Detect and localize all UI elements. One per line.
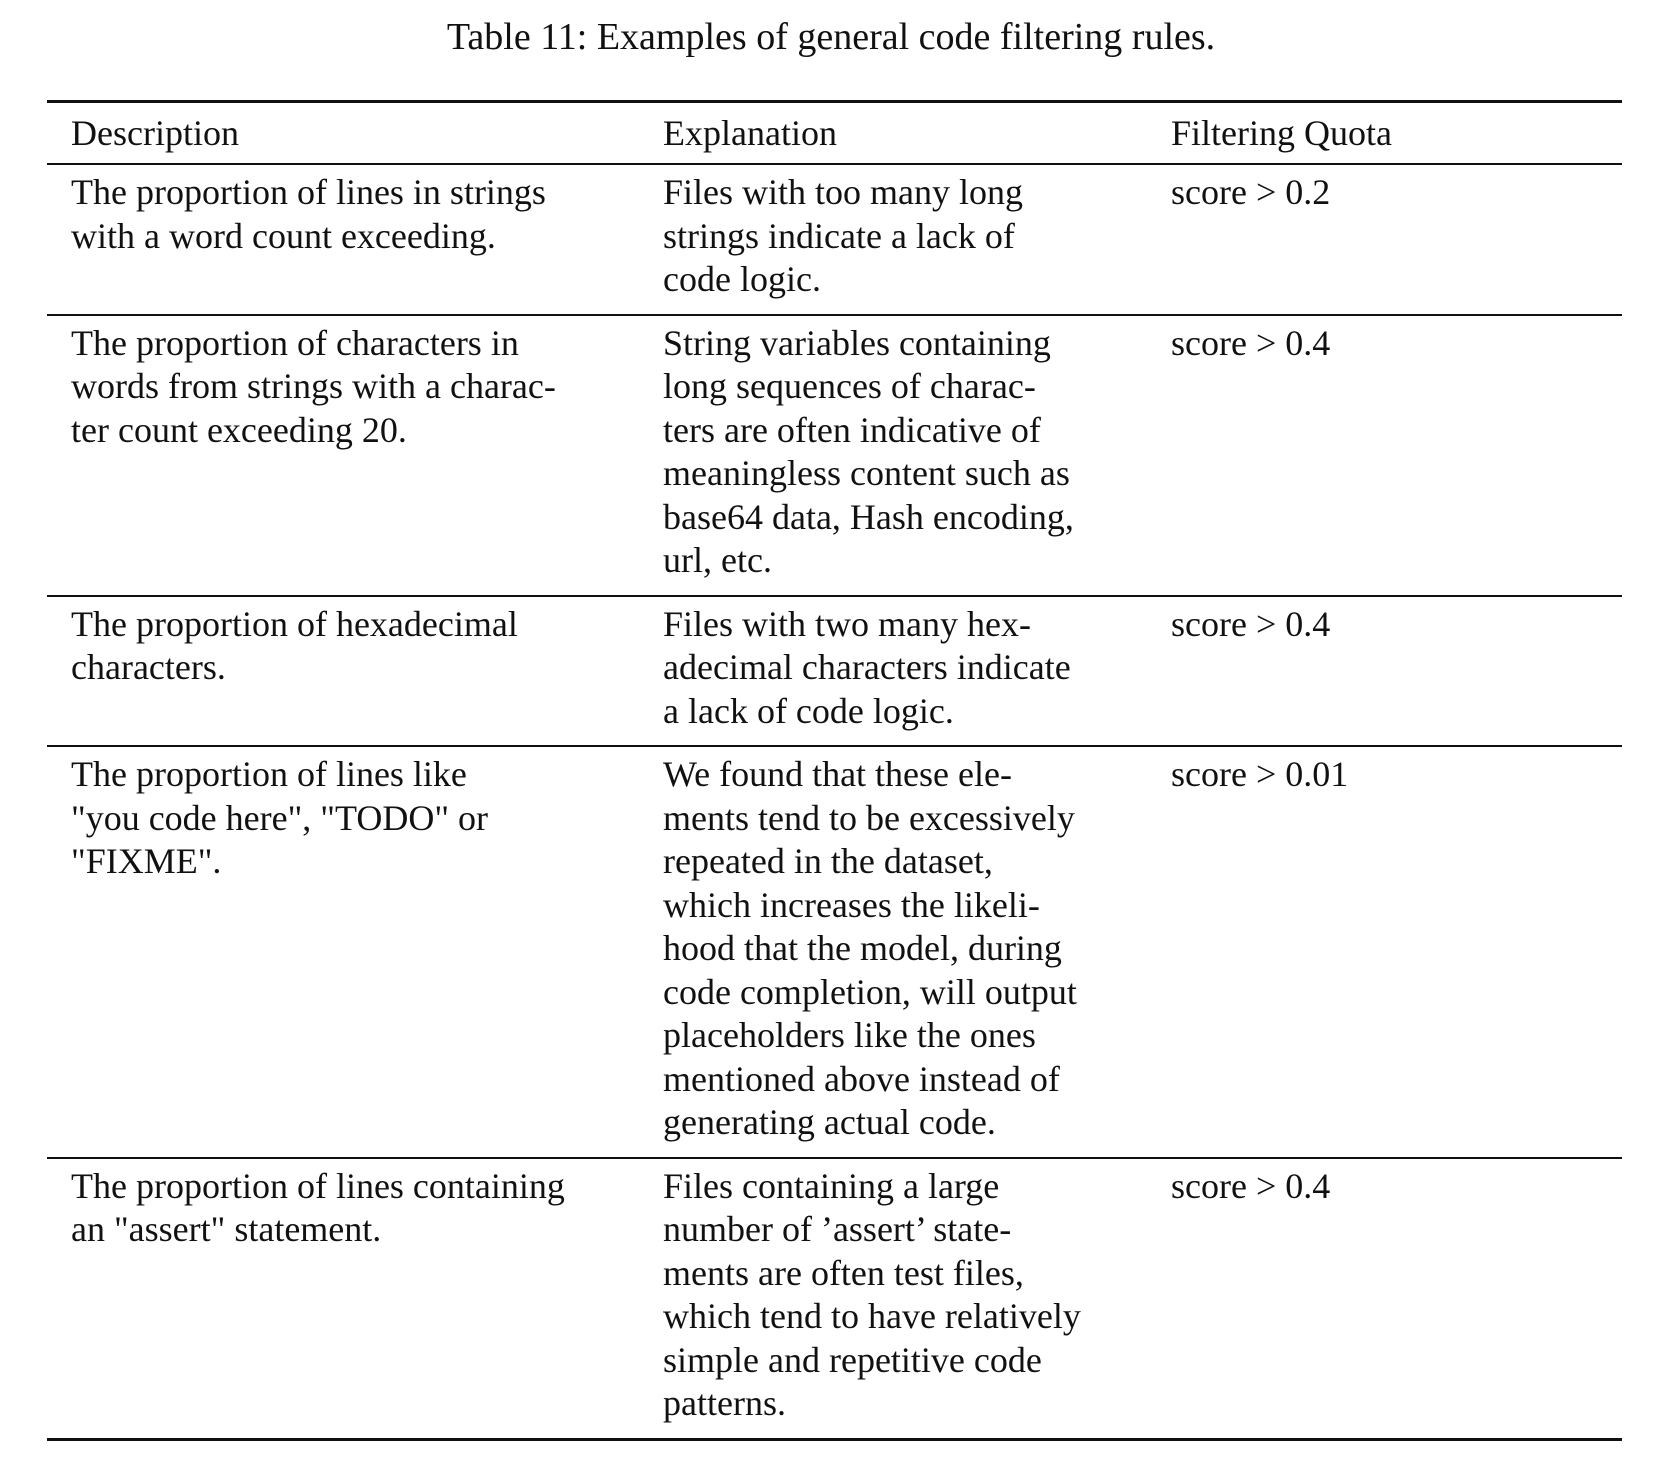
table-row	[47, 597, 1622, 748]
explanation-cell: String variables containing long sequences of charac- ters are often indicative of meaningless content such as base64 data, Hash encoding, url, etc.	[663, 322, 1074, 580]
table-header-row	[47, 103, 1622, 165]
table-row	[47, 316, 1622, 597]
quota-cell: score > 0.4	[1171, 603, 1331, 644]
description-cell: The proportion of lines like "you code here", "TODO" or "FIXME".	[71, 754, 489, 881]
description-cell: The proportion of lines containing an "assert" statement.	[71, 1165, 565, 1249]
explanation-cell: Files with two many hex- adecimal characters indicate a lack of code logic.	[663, 603, 1071, 731]
explanation-cell: Files with too many long strings indicate a lack of code logic.	[663, 172, 1023, 299]
header-description: Description	[71, 113, 239, 153]
explanation-cell: We found that these ele- ments tend to be excessively repeated in the dataset, which increases the likeli- hood that the model, during code completion, will output placeholders like the ones mentioned above instead of generating actual code.	[663, 754, 1077, 1142]
quota-cell: score > 0.2	[1171, 172, 1331, 212]
table-row	[47, 747, 1622, 1159]
header-filtering-quota: Filtering Quota	[1171, 113, 1392, 153]
header-explanation: Explanation	[663, 113, 837, 153]
quota-cell: score > 0.4	[1171, 322, 1331, 363]
table-row	[47, 165, 1622, 316]
description-cell: The proportion of hexadecimal characters.	[71, 603, 518, 687]
quota-cell: score > 0.01	[1171, 754, 1349, 794]
table-row	[47, 1159, 1622, 1438]
quota-cell: score > 0.4	[1171, 1165, 1331, 1206]
description-cell: The proportion of lines in strings with a word count exceeding.	[71, 172, 546, 256]
table-caption: Table 11: Examples of general code filtering rules.	[446, 16, 1216, 58]
filtering-rules-table	[47, 100, 1622, 1441]
explanation-cell: Files containing a large number of ’assert’ state- ments are often test files, which tend to have relatively simple and repetitive code patterns.	[663, 1165, 1081, 1423]
description-cell: The proportion of characters in words from strings with a charac- ter count exceeding 20.	[71, 322, 556, 450]
